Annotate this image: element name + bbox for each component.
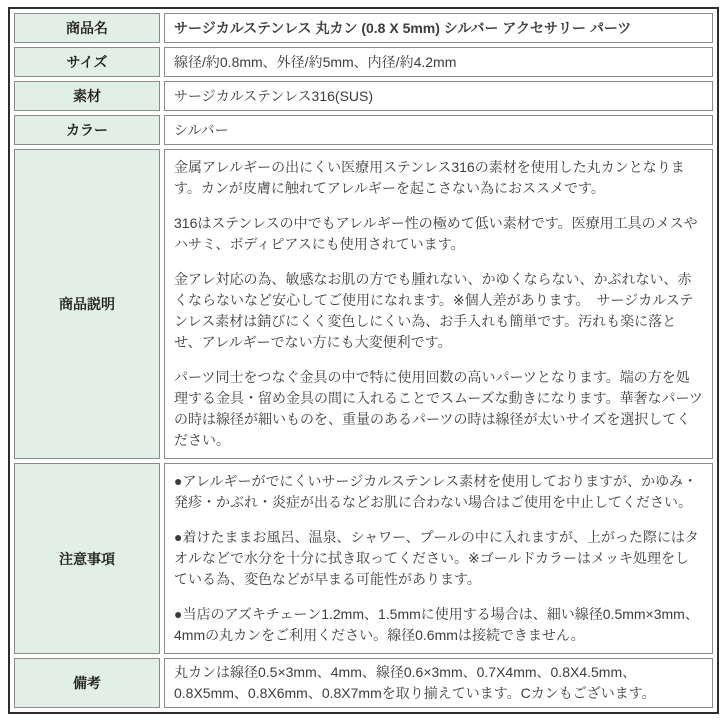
product-spec-table — [8, 7, 719, 714]
row-value-product-name: サージカルステンレス 丸カン (0.8 X 5mm) シルバー アクセサリー パーツ — [164, 13, 713, 43]
row-label-material: 素材 — [14, 81, 160, 111]
spec-row-size — [14, 47, 713, 77]
caution-paragraph: ●着けたままお風呂、温泉、シャワー、プールの中に入れますが、上がった際にはタオルなどで水分を十分に拭き取ってください。※ゴールドカラーはメッキ処理をしている為、変色などが早まる可能性があります。 — [174, 529, 699, 587]
row-value-remarks: 丸カンは線径0.5×3mm、4mm、線径0.6×3mm、0.7X4mm、0.8X4.5mm、0.8X5mm、0.8X6mm、0.8X7mmを取り揃えています。Cカンもございます。 — [164, 658, 713, 708]
row-label-description: 商品説明 — [14, 149, 160, 459]
row-value-size: 線径/約0.8mm、外径/約5mm、内径/約4.2mm — [164, 47, 713, 77]
row-label-color: カラー — [14, 115, 160, 145]
spec-row-caution — [14, 463, 713, 654]
row-label-caution: 注意事項 — [14, 463, 160, 654]
spec-row-description — [14, 149, 713, 459]
row-label-remarks: 備考 — [14, 658, 160, 708]
spec-row-remarks — [14, 658, 713, 708]
product-spec-table-body — [14, 13, 713, 708]
row-value-caution — [164, 463, 713, 654]
caution-paragraph: ●アレルギーがでにくいサージカルステンレス素材を使用しておりますが、かゆみ・発疹・かぶれ・炎症が出るなどお肌に合わない場合はご使用を中止してください。 — [174, 473, 698, 510]
caution-paragraph: ●当店のアズキチェーン1.2mm、1.5mmに使用する場合は、細い線径0.5mm×3mm、4mmの丸カンをご利用ください。線径0.6mmは接続できません。 — [174, 606, 699, 643]
description-paragraph: パーツ同士をつなぐ金具の中で特に使用回数の高いパーツとなります。端の方を処理する金具・留め金具の間に入れることでスムーズな動きになります。華奢なパーツの時は線径が細いものを、重量のあるパーツの時は線径が太いサイズを選択してください。 — [174, 369, 703, 448]
spec-row-material — [14, 81, 713, 111]
description-paragraph: 金属アレルギーの出にくい医療用ステンレス316の素材を使用した丸カンとなります。カンが皮膚に触れてアレルギーを起こさない為におススメです。 — [174, 159, 685, 196]
row-value-material: サージカルステンレス316(SUS) — [164, 81, 713, 111]
spec-row-product-name — [14, 13, 713, 43]
row-value-description — [164, 149, 713, 459]
row-label-size: サイズ — [14, 47, 160, 77]
spec-row-color — [14, 115, 713, 145]
description-paragraph: 金アレ対応の為、敏感なお肌の方でも腫れない、かゆくならない、かぶれない、赤くならないなど安心してご使用になれます。※個人差があります。 サージカルステンレス素材は錆びにくく変色しにくい為、お手入れも簡単です。汚れも楽に落とせ、アレルギーでない方にも大変便利です。 — [174, 271, 694, 350]
description-paragraph: 316はステンレスの中でもアレルギー性の極めて低い素材です。医療用工具のメスやハサミ、ボディピアスにも使用されています。 — [174, 215, 698, 252]
row-label-product-name: 商品名 — [14, 13, 160, 43]
row-value-color: シルバー — [164, 115, 713, 145]
